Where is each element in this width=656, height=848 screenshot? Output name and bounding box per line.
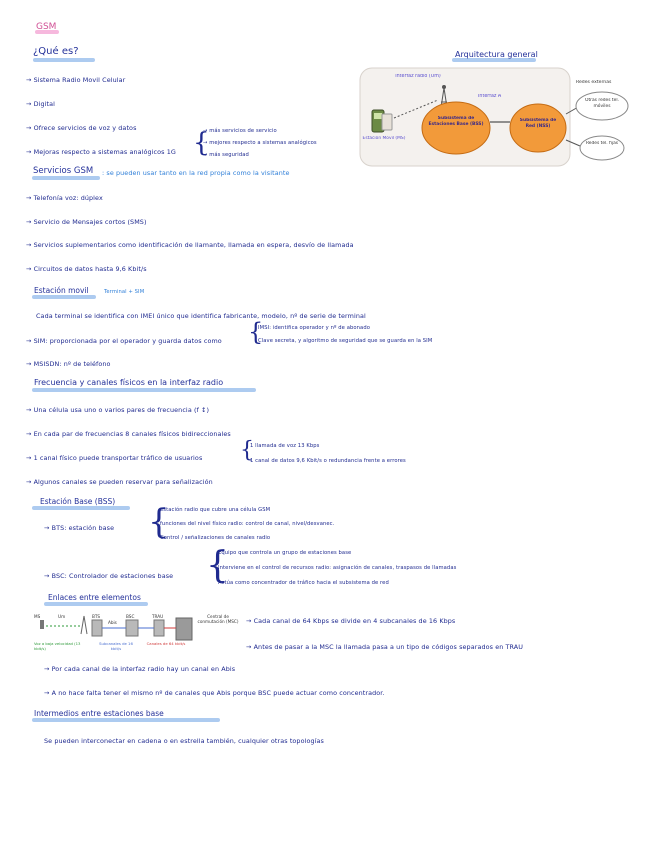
frecuencia-item: → En cada par de frecuencias 8 canales físicos bidireccionales	[26, 430, 231, 438]
diagram-voz-label: Voz a baja velocidad (13 kbit/s)	[34, 642, 81, 651]
brace: {	[206, 545, 229, 586]
diagram-bts-label: BTS	[92, 614, 101, 619]
frecuencia-item: → 1 canal físico puede transportar tráfico de usuarios	[26, 454, 203, 462]
intermedios-text: Se pueden interconectar en cadena o en estrella también, cualquier otras topologías	[44, 737, 324, 745]
diagram-canales-label: Canales de 64 kbit/s	[146, 642, 186, 646]
heading-highlight	[44, 602, 148, 606]
architecture-diagram	[358, 66, 636, 170]
diagram-um-label: Um	[58, 614, 66, 619]
brace: {	[248, 318, 264, 346]
heading-enlaces: Enlaces entre elementos	[48, 593, 141, 602]
bts-item: estación radio que cubre una célula GSM	[160, 507, 271, 513]
redes-externas-label: Redes externas	[576, 80, 612, 85]
diagram-abis-label: Abis	[108, 620, 117, 625]
frecuencia-item: → Algunos canales se pueden reservar para señalización	[26, 478, 213, 486]
sim-item: Clave secreta, y algoritmo de seguridad que se guarda en la SIM	[258, 338, 433, 344]
interfaz-radio-label: Interfaz radio (Um)	[395, 74, 441, 79]
diagram-trau-label: TRAU	[152, 614, 164, 619]
bsc-item: Interviene en el control de recursos radio: asignación de canales, traspasos de llamadas	[218, 565, 457, 571]
heading-highlight	[32, 176, 100, 180]
estacion-movil-label: Estación Movil (MS)	[362, 136, 406, 141]
heading-highlight	[32, 388, 256, 392]
links-diagram	[34, 610, 244, 668]
heading-estacion-movil: Estación movil	[34, 286, 89, 295]
brace: {	[148, 502, 170, 542]
diagram-msc-label: Central de conmutación (MSC)	[197, 614, 239, 625]
bsc-item: Actúa como concentrador de tráfico hacia el subsistema de red	[218, 580, 389, 586]
canal-item: 1 canal de datos 9,6 Kbit/s o redundancia frente a errores	[250, 458, 406, 464]
bts-item: funciones del nivel físico radio: control de canal, nivel/desvanec.	[160, 521, 335, 527]
otras-redes-label: Otras redes tel. móviles	[585, 98, 619, 109]
servicio-item: → Telefonía voz: dúplex	[26, 194, 103, 202]
bsc-text: → BSC: Controlador de estaciones base	[44, 572, 174, 580]
mobile-phone-icon	[40, 620, 44, 629]
diagram-subcanales-label: Subcanales de 16 kbit/s	[99, 642, 133, 651]
enlaces-note: → A no hace falta tener el mismo nº de canales que Abis porque BSC puede actuar como concentrador.	[44, 689, 385, 697]
sim-item: IMSI: identifica operador y nº de abonado	[258, 325, 370, 331]
servicio-item: → Circuitos de datos hasta 9,6 Kbit/s	[26, 265, 147, 273]
brace: {	[193, 128, 210, 158]
nss-label: Subsistema de Red (NSS)	[519, 118, 557, 129]
brace: {	[240, 438, 254, 463]
diagram-bsc-label: BSC	[126, 614, 135, 619]
heading-frecuencia: Frecuencia y canales físicos en la interfaz radio	[34, 378, 224, 387]
heading-highlight	[32, 295, 96, 299]
enlaces-note: → Cada canal de 64 Kbps se divide en 4 subcanales de 16 Kbps	[246, 617, 456, 625]
bss-label: Subsistema de Estaciones Base (BSS)	[428, 116, 484, 127]
bsc-cabinet-icon	[126, 620, 138, 636]
msc-cabinet-icon	[176, 618, 192, 640]
servicios-note: : se pueden usar tanto en la red propia como la visitante	[102, 169, 290, 177]
sim-text: → SIM: proporcionada por el operador y guarda datos como	[26, 337, 222, 345]
bsc-item: Equipo que controla un grupo de estaciones base	[218, 550, 352, 556]
frecuencia-item: → Una célula usa uno o varios pares de frecuencia (f ↕)	[26, 406, 210, 414]
heading-highlight	[33, 58, 95, 62]
bts-item: Control / señalizaciones de canales radio	[160, 535, 271, 541]
heading-arquitectura: Arquitectura general	[455, 50, 538, 59]
bts-cabinet-icon	[92, 620, 102, 636]
heading-highlight	[32, 718, 220, 722]
mejora-item: → más servicios de servicio	[203, 128, 277, 134]
canal-item: 1 llamada de voz 13 Kbps	[250, 443, 320, 449]
diagram-ms-label: MS	[34, 614, 41, 619]
enlaces-note: → Antes de pasar a la MSC la llamada pasa a un tipo de códigos separados en TRAU	[246, 643, 524, 651]
heading-que-es: ¿Qué es?	[33, 46, 79, 57]
servicio-item: → Servicio de Mensajes cortos (SMS)	[26, 218, 147, 226]
bts-text: → BTS: estación base	[44, 524, 115, 532]
msisdn-text: → MSISDN: nº de teléfono	[26, 360, 111, 368]
que-es-item: → Digital	[26, 100, 56, 108]
page-title: GSM	[36, 22, 57, 32]
antenna-tower-icon	[81, 616, 87, 634]
heading-servicios: Servicios GSM	[33, 166, 94, 176]
trau-cabinet-icon	[154, 620, 164, 636]
que-es-item: → Mejoras respecto a sistemas analógicos 1G	[26, 148, 176, 156]
heading-highlight	[32, 506, 130, 510]
heading-estacion-base: Estación Base (BSS)	[40, 497, 116, 506]
terminal-text: Cada terminal se identifica con IMEI único que identifica fabricante, modelo, nº de serie de terminal	[36, 312, 366, 320]
mejora-item: → más seguridad	[203, 152, 249, 158]
enlaces-note: → Por cada canal de la interfaz radio hay un canal en Abis	[44, 665, 236, 673]
mejora-item: → mejores respecto a sistemas analógicos	[203, 140, 317, 146]
que-es-item: → Sistema Radio Movil Celular	[26, 76, 126, 84]
servicio-item: → Servicios suplementarios como identificación de llamante, llamada en espera, desvío de llamada	[26, 241, 354, 249]
estacion-movil-formula: Terminal + SIM	[104, 289, 145, 295]
que-es-item: → Ofrece servicios de voz y datos	[26, 124, 137, 132]
interfaz-a-label: Interfaz A	[478, 94, 502, 99]
redes-fijas-label: Redes tel. fijas	[585, 141, 619, 146]
heading-intermedios: Intermedios entre estaciones base	[34, 709, 164, 718]
